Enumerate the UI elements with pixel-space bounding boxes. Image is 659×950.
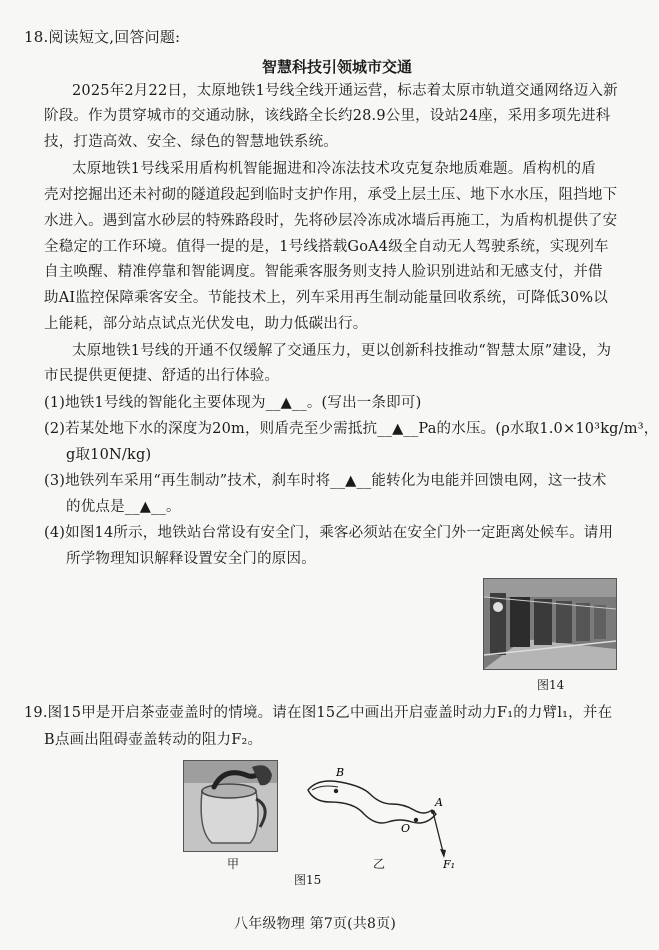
paragraph-line: 上能耗，部分站点试点光伏发电，助力低碳出行。 bbox=[44, 316, 368, 332]
question-18-4-cont: 所学物理知识解释设置安全门的原因。 bbox=[66, 551, 316, 567]
figure-14-photo bbox=[483, 578, 617, 670]
point-b-label: B bbox=[336, 766, 345, 779]
question-18-1: (1)地铁1号线的智能化主要体现为__▲__。(写出一条即可) bbox=[44, 395, 422, 411]
lid-lever-outline bbox=[308, 781, 436, 823]
paragraph-line: 助AI监控保障乘客安全。节能技术上，列车采用再生制动能量回收系统，可降低30%以 bbox=[44, 290, 608, 306]
point-b-dot bbox=[334, 789, 338, 793]
metro-platform-image bbox=[484, 579, 616, 669]
question-18-3: (3)地铁列车采用“再生制动”技术，刹车时将__▲__能转化为电能并回馈电网，这一技术 bbox=[44, 473, 607, 489]
figure-14-caption: 图14 bbox=[537, 678, 565, 692]
paragraph-line: 自主唤醒、精准停靠和智能调度。智能乘客服务则支持人脸识别进站和无感支付，并借 bbox=[44, 264, 603, 280]
question-18-2: (2)若某处地下水的深度为20m，则盾壳至少需抵抗__▲__Pa的水压。(ρ水取1.0×10³kg/m³， bbox=[44, 421, 659, 437]
paragraph-line: 市民提供更便捷、舒适的出行体验。 bbox=[44, 368, 280, 384]
point-o-dot bbox=[414, 818, 418, 822]
point-o-label: O bbox=[401, 822, 411, 835]
figure-15-caption: 图15 bbox=[294, 873, 322, 887]
paragraph-line: 壳对挖掘出还未衬砌的隧道段起到临时支护作用，承受上层土压、地下水水压，阻挡地下 bbox=[44, 187, 618, 203]
figure-15-jia-label: 甲 bbox=[227, 857, 240, 871]
paragraph-line: 全稳定的工作环境。值得一提的是，1号线搭载GoA4级全自动无人驾驶系统，实现列车 bbox=[44, 239, 609, 255]
article-title: 智慧科技引领城市交通 bbox=[262, 58, 413, 76]
figure-15-jia-photo bbox=[183, 760, 278, 852]
paragraph-line: 水进入。遇到富水砂层的特殊路段时，先将砂层冷冻成冰墙后再施工，为盾构机提供了安 bbox=[44, 213, 618, 229]
paragraph-line: 太原地铁1号线的开通不仅缓解了交通压力，更以创新科技推动“智慧太原”建设，为 bbox=[72, 343, 612, 359]
figure-15-yi-label: 乙 bbox=[373, 857, 386, 871]
question-18-4: (4)如图14所示，地铁站台常设有安全门，乘客必须站在安全门外一定距离处候车。请用 bbox=[44, 525, 614, 541]
question-19-line1: 19.图15甲是开启茶壶壶盖时的情境。请在图15乙中画出开启壶盖时动力F₁的力臂l₁，并在 bbox=[24, 705, 613, 721]
question-19-line2: B点画出阻碍壶盖转动的阻力F₂。 bbox=[44, 732, 263, 748]
force-f1-label: F₁ bbox=[443, 858, 456, 871]
teapot-image bbox=[184, 761, 277, 851]
paragraph-line: 阶段。作为贯穿城市的交通动脉，该线路全长约28.9公里，设站24座，采用多项先进科 bbox=[44, 108, 611, 124]
question-18-header: 18.阅读短文,回答问题: bbox=[24, 28, 181, 46]
paragraph-line: 技，打造高效、安全、绿色的智慧地铁系统。 bbox=[44, 134, 338, 150]
paragraph-line: 太原地铁1号线采用盾构机智能掘进和冷冻法技术攻克复杂地质难题。盾构机的盾 bbox=[72, 161, 596, 177]
page-footer: 八年级物理 第7页(共8页) bbox=[234, 916, 396, 932]
paragraph-line: 2025年2月22日，太原地铁1号线全线开通运营，标志着太原市轨道交通网络迈入新 bbox=[72, 83, 618, 99]
question-18-2-cont: g取10N/kg) bbox=[66, 447, 152, 463]
question-18-3-cont: 的优点是__▲__。 bbox=[66, 499, 181, 515]
point-a-label: A bbox=[435, 796, 443, 809]
